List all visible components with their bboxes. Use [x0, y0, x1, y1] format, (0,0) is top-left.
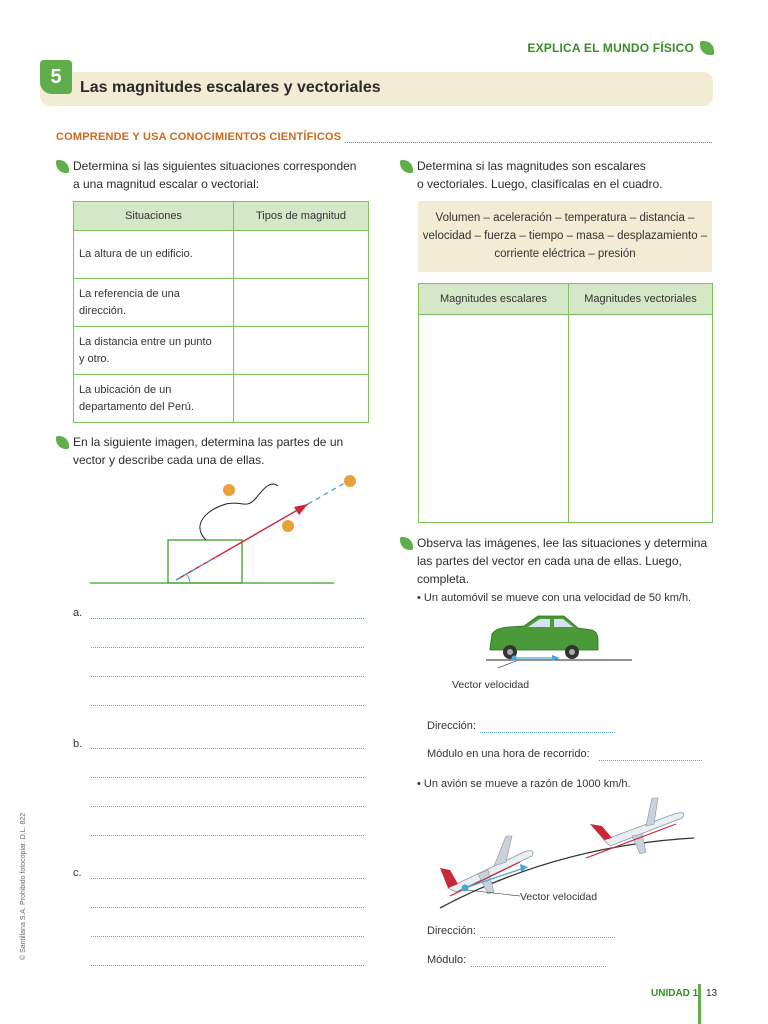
- leaf-icon: [700, 41, 714, 55]
- answer-label: a.: [73, 607, 83, 619]
- question-4-line: Observa las imágenes, lee las situaciones y determina: [417, 536, 708, 550]
- answer-line[interactable]: [91, 965, 364, 966]
- car-illustration: [486, 612, 636, 668]
- callout-line: [486, 661, 516, 668]
- word-bank-line: corriente eléctrica – presión: [494, 248, 636, 260]
- table-header: Magnitudes vectoriales: [569, 284, 713, 315]
- unit-badge: 5: [40, 60, 72, 94]
- leaf-icon: [56, 436, 69, 449]
- car-situation: • Un automóvil se mueve con una velocidad de 50 km/h.: [417, 592, 692, 604]
- direction-label: Dirección:: [427, 925, 476, 937]
- question-1-line: a una magnitud escalar o vectorial:: [73, 177, 260, 191]
- car-vector-label: Vector velocidad: [452, 679, 530, 691]
- answer-line[interactable]: [91, 936, 364, 937]
- word-bank: [418, 201, 712, 272]
- answer-line[interactable]: [471, 966, 606, 967]
- answer-cell[interactable]: [234, 375, 369, 423]
- answer-cell[interactable]: [234, 231, 369, 279]
- question-4-line: completa.: [417, 572, 470, 586]
- table-cell: [74, 375, 234, 423]
- question-1-line: Determina si las siguientes situaciones corresponden: [73, 159, 357, 173]
- answer-line[interactable]: [480, 937, 615, 938]
- airplane: [586, 798, 684, 858]
- label-dot: [223, 484, 235, 496]
- question-4-line: las partes del vector en cada una de ellas. Luego,: [417, 554, 682, 568]
- page-number: 13: [706, 988, 718, 999]
- block-rect: [168, 540, 242, 583]
- direction-dashed: [308, 480, 350, 504]
- table-header: Tipos de magnitud: [234, 202, 369, 231]
- word-bank-line: velocidad – fuerza – tiempo – masa – desplazamiento –: [422, 230, 708, 242]
- question-3-line: o vectoriales. Luego, clasifícalas en el cuadro.: [417, 177, 663, 191]
- classification-table: [418, 283, 713, 523]
- answer-line[interactable]: [91, 748, 364, 749]
- label-dot: [282, 520, 294, 532]
- section-rule: [345, 142, 712, 143]
- answer-line[interactable]: [91, 705, 364, 706]
- callout-line: [200, 484, 278, 540]
- answer-line[interactable]: [91, 618, 364, 619]
- answer-line[interactable]: [91, 676, 364, 677]
- answer-cell[interactable]: [419, 315, 569, 523]
- module-label: Módulo:: [427, 954, 467, 966]
- answer-line[interactable]: [480, 732, 615, 733]
- answer-line[interactable]: [91, 907, 364, 908]
- cell-text: departamento del Perú.: [79, 400, 194, 413]
- question-3-line: Determina si las magnitudes son escalares: [417, 159, 646, 173]
- airplane: [440, 836, 533, 896]
- cell-text: La referencia de una: [79, 287, 180, 300]
- copyright-note: © Santillana S.A. Prohibido fotocopiar. D.L. 822: [20, 812, 27, 960]
- table-header: Situaciones: [74, 202, 234, 231]
- question-2: [73, 433, 343, 469]
- answer-label: b.: [73, 738, 83, 750]
- cell-text: La altura de un edificio.: [79, 248, 193, 260]
- answer-cell[interactable]: [234, 279, 369, 327]
- header-label: EXPLICA EL MUNDO FÍSICO: [527, 41, 694, 55]
- answer-line[interactable]: [91, 647, 364, 648]
- angle-arc: [186, 574, 190, 583]
- leaf-icon: [56, 160, 69, 173]
- module-hour-label: Módulo en una hora de recorrido:: [427, 748, 590, 760]
- plane-situation: • Un avión se mueve a razón de 1000 km/h.: [417, 778, 631, 790]
- answer-cell[interactable]: [569, 315, 713, 523]
- cell-text: dirección.: [79, 304, 127, 317]
- answer-line[interactable]: [91, 777, 364, 778]
- question-2-line: En la siguiente imagen, determina las partes de un: [73, 435, 344, 449]
- question-2-line: vector y describe cada una de ellas.: [73, 453, 265, 467]
- label-dot: [344, 475, 356, 487]
- answer-line[interactable]: [599, 760, 702, 761]
- question-4: [417, 534, 707, 588]
- table-cell: [74, 327, 234, 375]
- cell-text: La distancia entre un punto: [79, 335, 212, 348]
- question-3: [417, 157, 662, 193]
- answer-line[interactable]: [91, 835, 364, 836]
- table-cell: [74, 279, 234, 327]
- footer-unit: UNIDAD 1: [651, 988, 699, 999]
- answer-line[interactable]: [91, 806, 364, 807]
- leaf-icon: [400, 537, 413, 550]
- situations-table: [73, 201, 369, 423]
- table-header: Magnitudes escalares: [419, 284, 569, 315]
- word-bank-line: Volumen – aceleración – temperatura – distancia –: [435, 212, 695, 224]
- cell-text: La ubicación de un: [79, 383, 172, 396]
- table-cell: [74, 231, 234, 279]
- answer-label: c.: [73, 867, 82, 879]
- page-title: Las magnitudes escalares y vectoriales: [80, 79, 381, 96]
- answer-cell[interactable]: [234, 327, 369, 375]
- cell-text: y otro.: [79, 352, 110, 365]
- question-1: [73, 157, 356, 193]
- direction-label: Dirección:: [427, 720, 476, 732]
- footer-bar: [698, 984, 701, 1024]
- vector-arrowhead: [294, 504, 308, 515]
- section-heading: COMPRENDE Y USA CONOCIMIENTOS CIENTÍFICOS: [56, 131, 342, 143]
- plane-vector-label: Vector velocidad: [520, 891, 598, 903]
- leaf-icon: [400, 160, 413, 173]
- vector-diagram: [86, 470, 366, 590]
- answer-line[interactable]: [91, 878, 364, 879]
